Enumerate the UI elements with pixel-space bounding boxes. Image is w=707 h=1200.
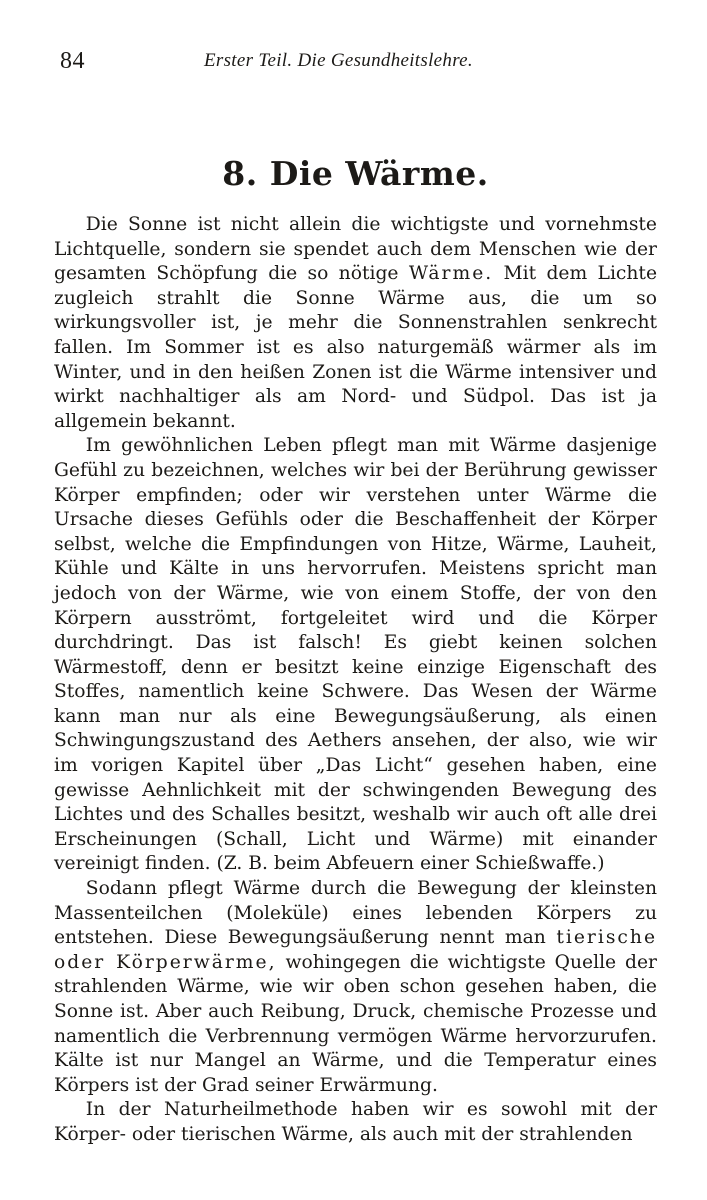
chapter-number: 8. — [222, 154, 258, 193]
paragraph-3-text-b: wohingegen die wichtigste Quelle der strahlenden Wärme, wie wir oben schon gesehen haben, die Sonne ist. Aber auch Reibung, Druck, chemische Prozesse und namentlich die Verbrennung vermögen Wärme hervorzurufen. Kälte ist nur Mangel an Wärme, und die Temperatur eines Körpers ist der Grad seiner Erwärmung. — [54, 951, 657, 1096]
running-title: Erster Teil. Die Gesundheitslehre. — [204, 50, 473, 71]
paragraph-1-text-b: Mit dem Lichte zugleich strahlt die Sonne Wärme aus, die um so wirkungsvoller ist, je mehr die Sonnenstrahlen senkrecht fallen. Im Sommer ist es also naturgemäß wärmer als im Winter, und in den heißen Zonen ist die Wärme intensiver und wirkt nachhaltiger als am Nord- und Südpol. Das ist ja allgemein bekannt. — [54, 263, 657, 432]
paragraph-3 — [54, 877, 657, 1098]
paragraph-1-emphasis: Wärme. — [408, 263, 494, 285]
chapter-heading: Die Wärme. — [269, 154, 489, 193]
paragraph-1 — [54, 213, 657, 434]
paragraph-4 — [54, 1098, 657, 1147]
paragraph-3-text-a: Sodann pflegt Wärme durch die Bewegung der kleinsten Massenteilchen (Moleküle) eines lebenden Körpers zu entstehen. Diese Bewegungsäußerung nennt man — [54, 878, 657, 949]
paragraph-3-emphasis: tierische oder Körperwärme, — [54, 927, 657, 973]
chapter-title — [54, 154, 657, 193]
page-number: 84 — [60, 48, 85, 74]
paragraph-2 — [54, 434, 657, 877]
running-head — [54, 44, 657, 84]
paragraph-4-text-a: In der Naturheilmethode haben wir es sowohl mit der Körper- oder tierischen Wärme, als auch mit der strahlenden — [54, 1099, 657, 1145]
body-text — [54, 213, 657, 1148]
paragraph-1-text-a: Die Sonne ist nicht allein die wichtigste und vornehmste Lichtquelle, sondern sie spendet auch dem Menschen wie der gesamten Schöpfung die so nötige — [54, 214, 657, 285]
paragraph-2-text-a: Im gewöhnlichen Leben pflegt man mit Wärme dasjenige Gefühl zu bezeichnen, welches wir bei der Berührung gewisser Körper empfinden; oder wir verstehen unter Wärme die Ursache dieses Gefühls oder die Beschaffenheit der Körper selbst, welche die Empfindungen von Hitze, Wärme, Lauheit, Kühle und Kälte in uns hervorrufen. Meistens spricht man jedoch von der Wärme, wie von einem Stoffe, der von den Körpern ausströmt, fortgeleitet wird und die Körper durchdringt. Das ist falsch! Es giebt keinen solchen Wärmestoff, denn er besitzt keine einzige Eigenschaft des Stoffes, namentlich keine Schwere. Das Wesen der Wärme kann man nur als eine Bewegungsäußerung, als einen Schwingungszustand des Aethers ansehen, der also, wie wir im vorigen Kapitel über „Das Licht“ gesehen haben, eine gewisse Aehnlichkeit mit der schwingenden Bewegung des Lichtes und des Schalles besitzt, weshalb wir auch oft alle drei Erscheinungen (Schall, Licht und Wärme) mit einander vereinigt finden. (Z. B. beim Abfeuern einer Schießwaffe.) — [54, 435, 657, 875]
